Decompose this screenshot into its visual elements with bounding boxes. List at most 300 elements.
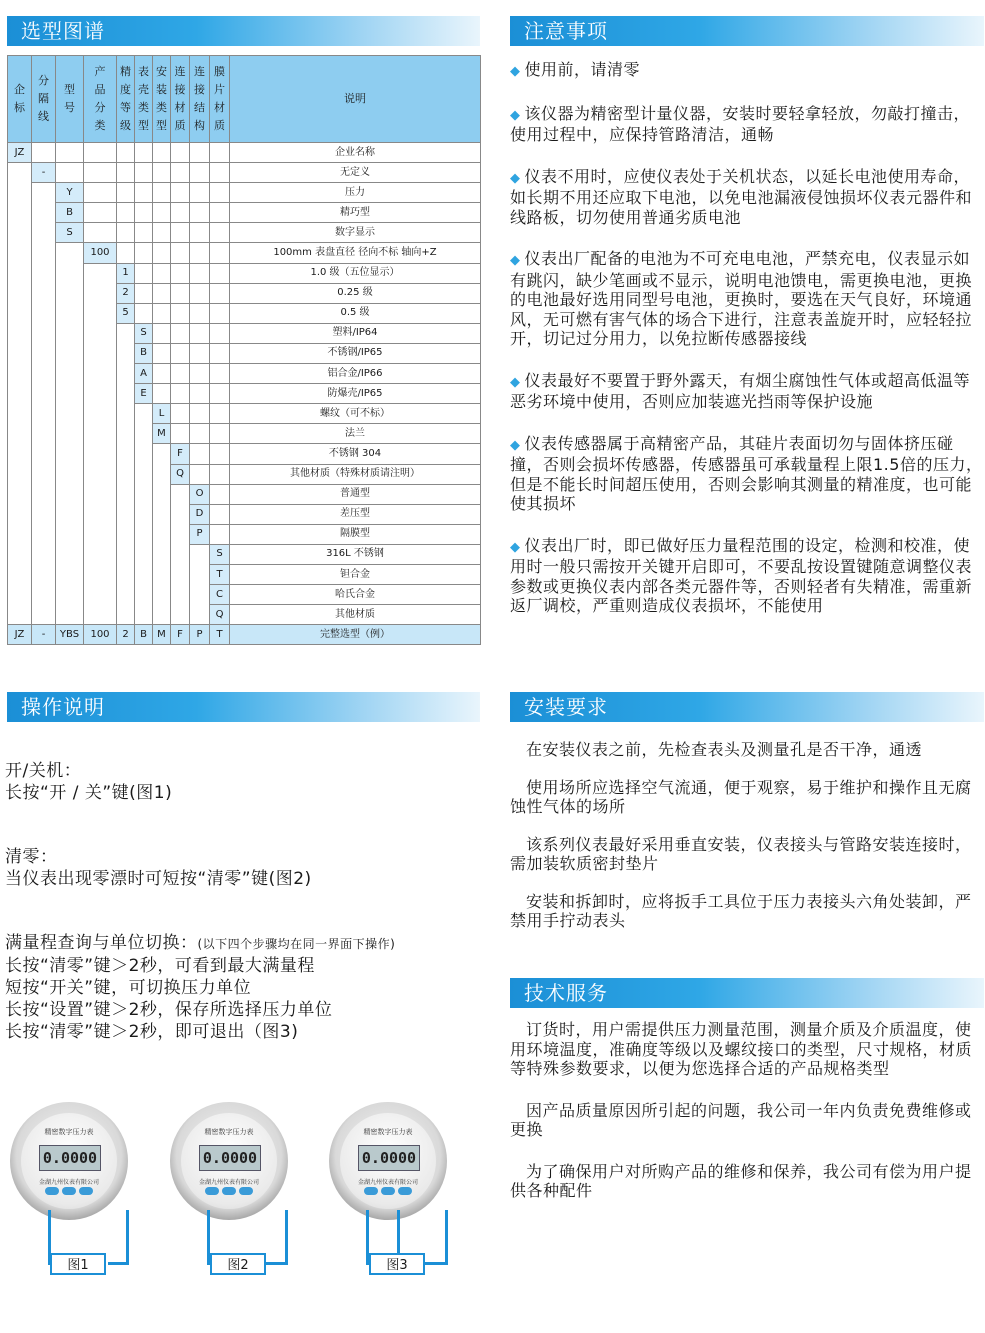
table-empty-cell: [135, 605, 153, 625]
gauge-button: [239, 1187, 253, 1195]
table-empty-cell: [210, 243, 230, 263]
table-empty-cell: [56, 564, 84, 584]
table-empty-cell: [8, 484, 32, 504]
table-empty-cell: [153, 544, 171, 564]
diamond-bullet-icon: ◆: [510, 437, 521, 453]
table-empty-cell: [171, 283, 190, 303]
gauge-maker: 金湖九州仪表有限公司: [198, 1179, 259, 1186]
table-empty-cell: [56, 143, 84, 163]
table-code: D: [190, 504, 210, 524]
table-empty-cell: [8, 283, 32, 303]
table-empty-cell: [84, 283, 117, 303]
table-empty-cell: [190, 163, 210, 183]
gauge-image: [170, 1102, 288, 1220]
example-desc: 完整选型（例）: [230, 625, 481, 645]
table-empty-cell: [117, 585, 135, 605]
table-empty-cell: [117, 524, 135, 544]
table-empty-cell: [8, 404, 32, 424]
table-empty-cell: [32, 364, 56, 384]
table-empty-cell: [135, 504, 153, 524]
diamond-bullet-icon: ◆: [510, 170, 521, 186]
gauge-button: [205, 1187, 219, 1195]
table-empty-cell: [84, 504, 117, 524]
gauge-button: [398, 1187, 412, 1195]
table-empty-cell: [210, 464, 230, 484]
gauge-face: [21, 1113, 117, 1209]
table-code: 100: [84, 243, 117, 263]
table-empty-cell: [171, 605, 190, 625]
table-desc: 企业名称: [230, 143, 481, 163]
table-empty-cell: [32, 323, 56, 343]
table-desc: 压力: [230, 183, 481, 203]
table-empty-cell: [8, 464, 32, 484]
notice-item: [510, 60, 984, 82]
table-empty-cell: [210, 163, 230, 183]
table-empty-cell: [190, 223, 210, 243]
service-item: [510, 1162, 984, 1201]
table-desc: 普通型: [230, 484, 481, 504]
table-empty-cell: [32, 544, 56, 564]
table-empty-cell: [117, 605, 135, 625]
table-empty-cell: [84, 163, 117, 183]
table-empty-cell: [84, 384, 117, 404]
table-row: [8, 223, 481, 243]
table-empty-cell: [84, 444, 117, 464]
table-desc: 100mm 表盘直径 径向不标 轴向+Z: [230, 243, 481, 263]
table-empty-cell: [171, 484, 190, 504]
table-empty-cell: [32, 444, 56, 464]
table-empty-cell: [190, 464, 210, 484]
gauge-value: 0.0000: [361, 1149, 417, 1167]
example-code: T: [210, 625, 230, 645]
table-row: [8, 243, 481, 263]
notice-text: 使用前，请清零: [524, 60, 641, 79]
notice-item: [510, 371, 984, 412]
table-empty-cell: [56, 404, 84, 424]
notice-list: [510, 60, 984, 638]
gauge-display: [358, 1145, 420, 1171]
table-empty-cell: [32, 564, 56, 584]
table-empty-cell: [153, 585, 171, 605]
step-2: 短按“开关”键，可切换压力单位: [5, 978, 252, 998]
step-4: 长按“清零”键＞2秒，即可退出（图3): [5, 1022, 299, 1042]
table-code: E: [135, 384, 153, 404]
table-desc: 法兰: [230, 424, 481, 444]
table-empty-cell: [153, 243, 171, 263]
table-header-7: 连 接 材 质: [171, 56, 190, 143]
table-empty-cell: [32, 464, 56, 484]
table-code: Y: [56, 183, 84, 203]
table-empty-cell: [210, 404, 230, 424]
table-row: [8, 323, 481, 343]
install-list: [510, 740, 984, 949]
power-title: 开/关机：: [5, 761, 82, 781]
table-header-5: 表 壳 类 型: [135, 56, 153, 143]
table-code: S: [135, 323, 153, 343]
example-code: -: [32, 625, 56, 645]
example-code: JZ: [8, 625, 32, 645]
table-empty-cell: [32, 143, 56, 163]
table-row: [8, 163, 481, 183]
table-empty-cell: [171, 504, 190, 524]
table-empty-cell: [135, 464, 153, 484]
notice-item: [510, 249, 984, 349]
section-header-service: 技术服务: [510, 978, 984, 1008]
table-code: Q: [210, 605, 230, 625]
table-desc: 哈氏合金: [230, 585, 481, 605]
notice-text: 仪表出厂配备的电池为不可充电电池，严禁充电，仪表显示如有跳闪，缺少笔画或不显示，说明电池馈电，需更换电池，更换的电池最好选用同型号电池，更换时，要选在天气良好，环境通风，无可燃有害气体的场合下进行，注意表盖旋开时，应轻轻拉开，切记过分用力，以免拉断传感器接线: [510, 249, 973, 348]
fig-label-3: 图3: [369, 1253, 425, 1275]
table-desc: 塑料/IP64: [230, 323, 481, 343]
service-text: 为了确保用户对所购产品的维修和保养，我公司有偿为用户提供各种配件: [510, 1161, 972, 1200]
table-empty-cell: [171, 243, 190, 263]
table-empty-cell: [117, 243, 135, 263]
table-empty-cell: [171, 223, 190, 243]
table-empty-cell: [56, 544, 84, 564]
table-code: L: [153, 404, 171, 424]
table-empty-cell: [190, 263, 210, 283]
example-code: 2: [117, 625, 135, 645]
table-empty-cell: [117, 464, 135, 484]
table-empty-cell: [8, 384, 32, 404]
table-empty-cell: [84, 183, 117, 203]
table-empty-cell: [117, 223, 135, 243]
table-code: S: [56, 223, 84, 243]
install-text: 该系列仪表最好采用垂直安装，仪表接头与管路安装连接时，需加装软质密封垫片: [510, 834, 972, 873]
table-row: [8, 504, 481, 524]
table-empty-cell: [117, 564, 135, 584]
table-empty-cell: [8, 323, 32, 343]
service-text: 订货时，用户需提供压力测量范围，测量介质及介质温度，使用环境温度，准确度等级以及螺纹接口的类型，尺寸规格，材质等特殊参数要求，以便为您选择合适的产品规格类型: [510, 1020, 973, 1078]
table-empty-cell: [190, 283, 210, 303]
table-row: [8, 484, 481, 504]
table-empty-cell: [135, 524, 153, 544]
table-empty-cell: [135, 163, 153, 183]
table-empty-cell: [210, 223, 230, 243]
table-empty-cell: [117, 323, 135, 343]
example-code: P: [190, 625, 210, 645]
table-empty-cell: [190, 364, 210, 384]
table-empty-cell: [117, 404, 135, 424]
example-code: YBS: [56, 625, 84, 645]
table-row: [8, 303, 481, 323]
table-code: B: [56, 203, 84, 223]
table-row: [8, 464, 481, 484]
table-empty-cell: [84, 223, 117, 243]
table-empty-cell: [171, 263, 190, 283]
table-empty-cell: [56, 364, 84, 384]
table-code: JZ: [8, 143, 32, 163]
table-empty-cell: [32, 404, 56, 424]
table-header-1: 分 隔 线: [32, 56, 56, 143]
power-text: 长按“开 / 关”键(图1): [5, 783, 173, 803]
table-empty-cell: [135, 183, 153, 203]
table-empty-cell: [8, 424, 32, 444]
table-code: M: [153, 424, 171, 444]
table-empty-cell: [190, 343, 210, 363]
table-empty-cell: [171, 203, 190, 223]
table-row: [8, 564, 481, 584]
table-empty-cell: [117, 544, 135, 564]
table-empty-cell: [135, 263, 153, 283]
table-empty-cell: [8, 343, 32, 363]
range-note: (以下四个步骤均在同一界面下操作): [197, 937, 396, 951]
diamond-bullet-icon: ◆: [510, 107, 521, 123]
table-empty-cell: [32, 524, 56, 544]
table-empty-cell: [153, 143, 171, 163]
table-desc: 316L 不锈钢: [230, 544, 481, 564]
zero-text: 当仪表出现零漂时可短按“清零”键(图2): [5, 869, 312, 889]
table-desc: 精巧型: [230, 203, 481, 223]
gauge-face: [340, 1113, 436, 1209]
gauge-title: 精密数字压力表: [363, 1128, 413, 1136]
table-empty-cell: [171, 585, 190, 605]
example-code: B: [135, 625, 153, 645]
table-empty-cell: [210, 183, 230, 203]
table-header-0: 企 标: [8, 56, 32, 143]
table-empty-cell: [210, 524, 230, 544]
step-1: 长按“清零”键＞2秒，可看到最大满量程: [5, 956, 315, 976]
table-empty-cell: [190, 444, 210, 464]
table-empty-cell: [210, 203, 230, 223]
table-empty-cell: [8, 544, 32, 564]
table-empty-cell: [190, 404, 210, 424]
gauge-maker: 金湖九州仪表有限公司: [357, 1179, 418, 1186]
notice-item: [510, 167, 984, 228]
table-code: C: [210, 585, 230, 605]
table-empty-cell: [8, 524, 32, 544]
table-empty-cell: [190, 203, 210, 223]
table-empty-cell: [153, 223, 171, 243]
table-empty-cell: [84, 484, 117, 504]
table-empty-cell: [56, 585, 84, 605]
table-empty-cell: [56, 283, 84, 303]
table-empty-cell: [153, 384, 171, 404]
table-empty-cell: [32, 343, 56, 363]
table-empty-cell: [210, 323, 230, 343]
table-empty-cell: [117, 143, 135, 163]
table-empty-cell: [32, 384, 56, 404]
table-empty-cell: [153, 444, 171, 464]
service-item: [510, 1020, 984, 1079]
table-row: [8, 384, 481, 404]
table-empty-cell: [84, 404, 117, 424]
fig-label-1: 图1: [50, 1253, 106, 1275]
table-empty-cell: [153, 464, 171, 484]
notice-item: [510, 104, 984, 145]
table-empty-cell: [210, 343, 230, 363]
table-header-2: 型 号: [56, 56, 84, 143]
table-desc: 0.25 级: [230, 283, 481, 303]
table-empty-cell: [135, 283, 153, 303]
gauge-title: 精密数字压力表: [44, 1128, 94, 1136]
table-empty-cell: [8, 504, 32, 524]
table-empty-cell: [56, 343, 84, 363]
table-empty-cell: [153, 504, 171, 524]
table-desc: 1.0 级（五位显示）: [230, 263, 481, 283]
table-empty-cell: [210, 424, 230, 444]
table-empty-cell: [32, 504, 56, 524]
gauge-display: [39, 1145, 101, 1171]
table-empty-cell: [210, 364, 230, 384]
table-empty-cell: [8, 223, 32, 243]
table-empty-cell: [84, 605, 117, 625]
table-desc: 无定义: [230, 163, 481, 183]
gauge-button: [364, 1187, 378, 1195]
table-empty-cell: [153, 203, 171, 223]
table-row: [8, 263, 481, 283]
table-empty-cell: [153, 364, 171, 384]
table-empty-cell: [56, 263, 84, 283]
table-header-6: 安 装 类 型: [153, 56, 171, 143]
diamond-bullet-icon: ◆: [510, 539, 521, 555]
table-empty-cell: [84, 524, 117, 544]
table-row-example: [8, 625, 481, 645]
range-title: 满量程查询与单位切换：: [5, 933, 198, 953]
table-empty-cell: [153, 263, 171, 283]
table-code: -: [32, 163, 56, 183]
table-empty-cell: [32, 283, 56, 303]
table-empty-cell: [153, 524, 171, 544]
table-empty-cell: [56, 444, 84, 464]
table-header-9: 膜 片 材 质: [210, 56, 230, 143]
table-row: [8, 585, 481, 605]
table-empty-cell: [171, 343, 190, 363]
gauge-image: [329, 1102, 447, 1220]
table-empty-cell: [190, 183, 210, 203]
table-empty-cell: [210, 143, 230, 163]
table-empty-cell: [84, 323, 117, 343]
table-empty-cell: [190, 424, 210, 444]
table-row: [8, 605, 481, 625]
table-empty-cell: [32, 424, 56, 444]
table-empty-cell: [32, 203, 56, 223]
selection-table: [7, 55, 481, 645]
zero-title: 清零：: [5, 847, 58, 867]
table-empty-cell: [84, 263, 117, 283]
example-code: M: [153, 625, 171, 645]
gauge-image: [10, 1102, 128, 1220]
table-empty-cell: [190, 143, 210, 163]
diamond-bullet-icon: ◆: [510, 64, 521, 79]
table-code: S: [210, 544, 230, 564]
notice-text: 仪表最好不要置于野外露天，有烟尘腐蚀性气体或超高低温等恶劣环境中使用，否则应加装遮光挡雨等保护设施: [510, 370, 971, 411]
section-header-selection: 选型图谱: [7, 16, 480, 46]
table-desc: 数字显示: [230, 223, 481, 243]
table-code: B: [135, 343, 153, 363]
notice-item: [510, 434, 984, 514]
table-row: [8, 404, 481, 424]
table-empty-cell: [32, 263, 56, 283]
table-empty-cell: [153, 323, 171, 343]
install-item: [510, 778, 984, 817]
table-empty-cell: [32, 223, 56, 243]
table-empty-cell: [190, 303, 210, 323]
table-empty-cell: [56, 464, 84, 484]
table-empty-cell: [8, 444, 32, 464]
table-empty-cell: [56, 605, 84, 625]
table-empty-cell: [32, 183, 56, 203]
gauge-value: 0.0000: [202, 1149, 258, 1167]
notice-item: [510, 536, 984, 616]
example-code: 100: [84, 625, 117, 645]
table-empty-cell: [135, 564, 153, 584]
table-empty-cell: [153, 484, 171, 504]
table-empty-cell: [8, 163, 32, 183]
table-empty-cell: [32, 484, 56, 504]
table-empty-cell: [117, 203, 135, 223]
notice-text: 仪表不用时，应使仪表处于关机状态，以延长电池使用寿命，如长期不用还应取下电池，以免电池漏液侵蚀损坏仪表元器件和线路板，切勿使用普通劣质电池: [510, 166, 973, 227]
table-empty-cell: [171, 143, 190, 163]
table-desc: 其他材质: [230, 605, 481, 625]
gauge-button: [62, 1187, 76, 1195]
table-empty-cell: [56, 384, 84, 404]
table-empty-cell: [171, 564, 190, 584]
table-empty-cell: [56, 163, 84, 183]
table-empty-cell: [8, 364, 32, 384]
table-empty-cell: [135, 484, 153, 504]
table-empty-cell: [117, 484, 135, 504]
table-empty-cell: [84, 143, 117, 163]
table-row: [8, 343, 481, 363]
table-row: [8, 524, 481, 544]
table-row: [8, 444, 481, 464]
table-empty-cell: [84, 203, 117, 223]
table-empty-cell: [8, 203, 32, 223]
table-empty-cell: [171, 303, 190, 323]
table-empty-cell: [210, 444, 230, 464]
table-code: F: [171, 444, 190, 464]
table-empty-cell: [84, 303, 117, 323]
table-empty-cell: [190, 323, 210, 343]
gauge-display: [199, 1145, 261, 1171]
table-empty-cell: [153, 343, 171, 363]
table-desc: 不锈钢 304: [230, 444, 481, 464]
table-desc: 不锈钢/IP65: [230, 343, 481, 363]
table-row: [8, 203, 481, 223]
table-empty-cell: [117, 364, 135, 384]
table-empty-cell: [171, 424, 190, 444]
table-empty-cell: [8, 605, 32, 625]
table-header-4: 精 度 等 级: [117, 56, 135, 143]
table-empty-cell: [171, 323, 190, 343]
install-item: [510, 892, 984, 931]
table-empty-cell: [56, 323, 84, 343]
table-empty-cell: [171, 524, 190, 544]
table-empty-cell: [135, 143, 153, 163]
table-desc: 差压型: [230, 504, 481, 524]
table-empty-cell: [8, 564, 32, 584]
gauge-button: [222, 1187, 236, 1195]
table-empty-cell: [135, 303, 153, 323]
table-row: [8, 364, 481, 384]
install-text: 在安装仪表之前，先检查表头及测量孔是否干净，通透: [526, 740, 923, 759]
table-empty-cell: [190, 564, 210, 584]
table-empty-cell: [32, 243, 56, 263]
table-code: P: [190, 524, 210, 544]
gauge-maker: 金湖九州仪表有限公司: [38, 1179, 99, 1186]
gauge-button: [381, 1187, 395, 1195]
table-code: 1: [117, 263, 135, 283]
table-empty-cell: [8, 585, 32, 605]
table-desc: 隔膜型: [230, 524, 481, 544]
table-empty-cell: [117, 343, 135, 363]
table-desc: 螺纹（可不标）: [230, 404, 481, 424]
table-empty-cell: [210, 484, 230, 504]
table-empty-cell: [135, 424, 153, 444]
service-text: 因产品质量原因所引起的问题，我公司一年内负责免费维修或更换: [510, 1100, 972, 1139]
table-empty-cell: [32, 605, 56, 625]
